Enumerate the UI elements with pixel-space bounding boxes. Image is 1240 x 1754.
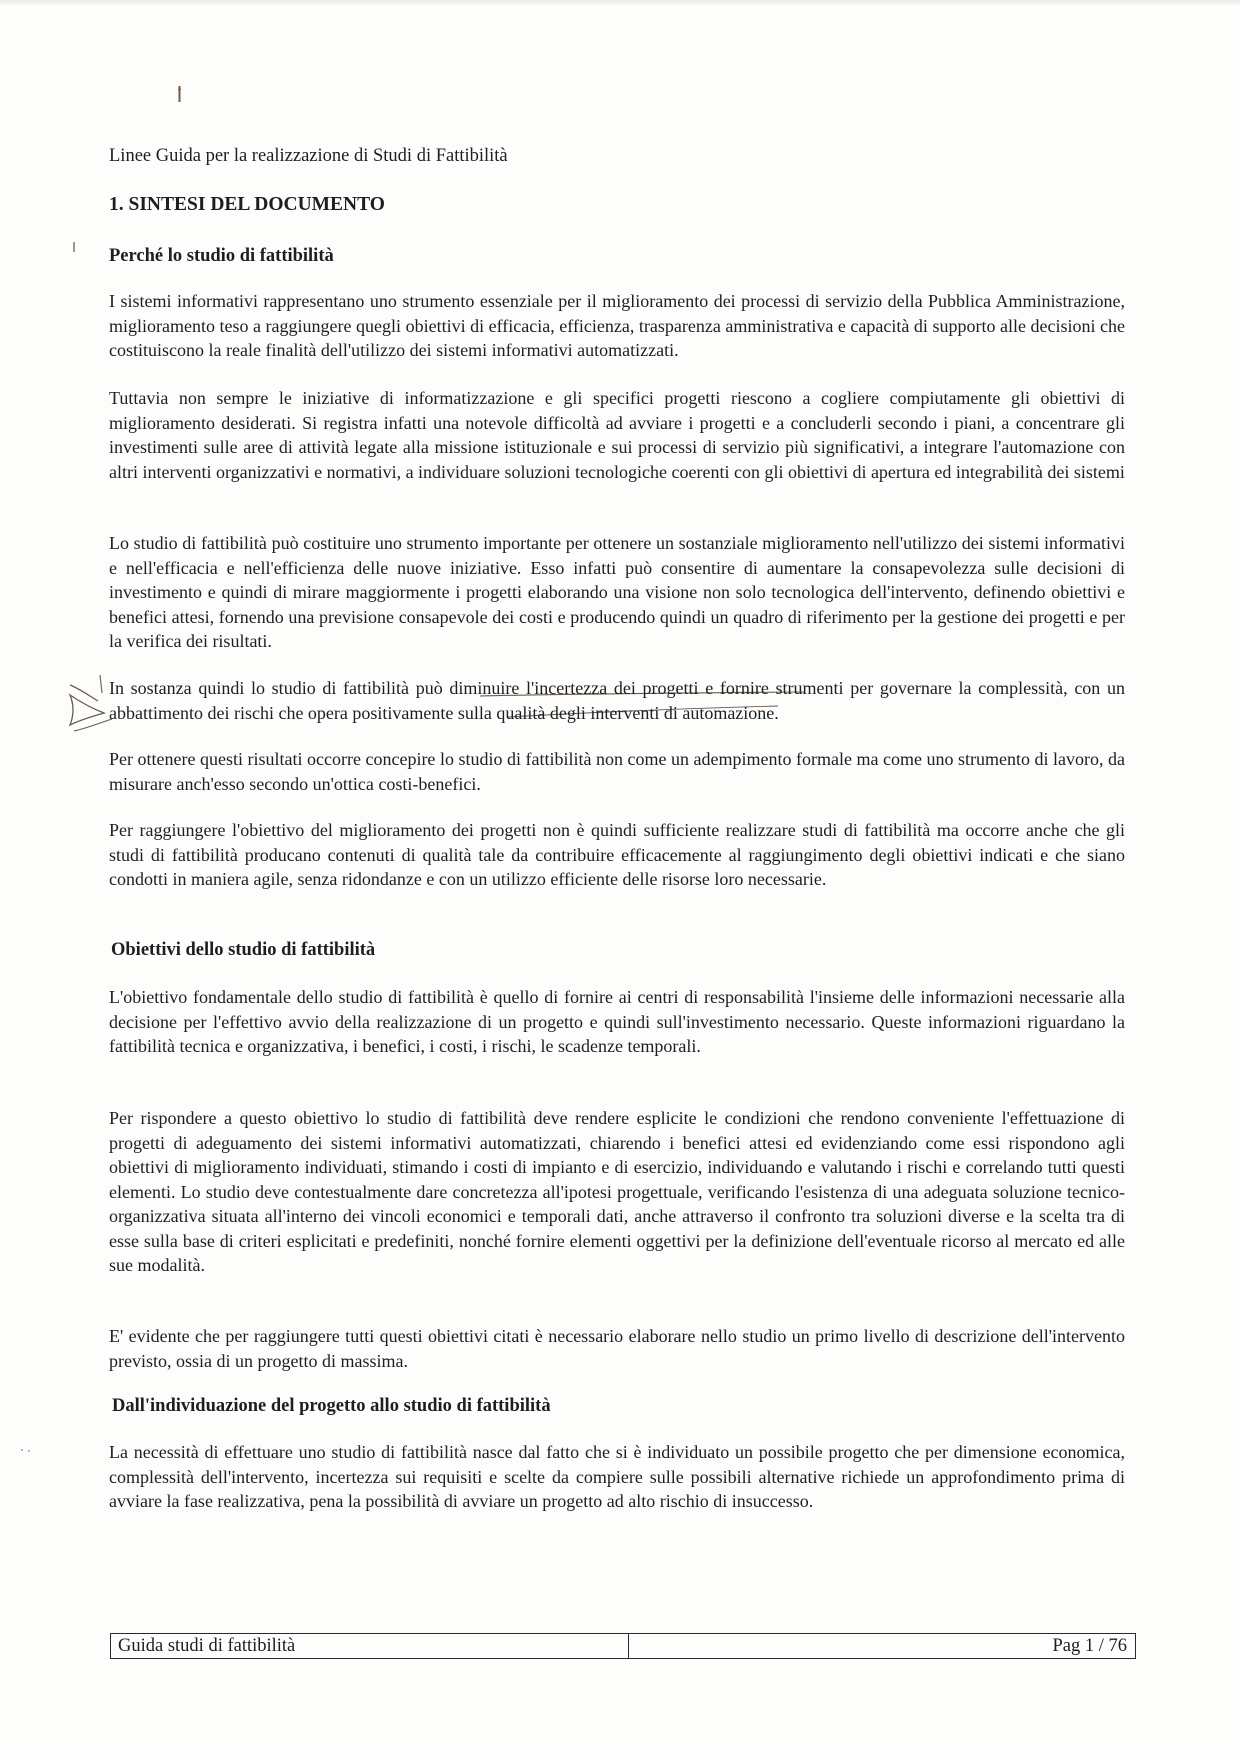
page-footer: [110, 1633, 1136, 1659]
footer-document-title: Guida studi di fattibilità: [111, 1634, 629, 1658]
arrow-pointer-icon: [68, 673, 114, 737]
document-header-title: Linee Guida per la realizzazione di Studi di Fattibilità: [109, 146, 508, 166]
paragraph: I sistemi informativi rappresentano uno strumento essenziale per il miglioramento dei processi di servizio della Pubblica Amministrazione, miglioramento teso a raggiungere quegli obiettivi di efficacia, efficienza, trasparenza amministrativa e capacità di supporto alle decisioni che costituiscono la reale finalità dell'utilizzo dei sistemi informativi automatizzati.: [109, 291, 1125, 360]
section-heading: 1. SINTESI DEL DOCUMENTO: [109, 194, 385, 215]
paragraph: Tuttavia non sempre le iniziative di informatizzazione e gli specifici progetti riescono a cogliere compiutamente gli obiettivi di miglioramento desiderati. Si registra infatti una notevole difficoltà ad avviare i progetti e a concluderli secondo i piani, a concentrare gli investimenti sulle aree di attività legate alla missione istituzionale e sui processi di servizio più significativi, a integrare l'automazione con altri interventi organizzativi e normativi, a individuare soluzioni tecnologiche coerenti con gli obiettivi di apertura ed integrabilità dei sistemi: [109, 388, 1125, 482]
footer-spacer: [629, 1634, 1007, 1658]
page-number: Pag 1 / 76: [1052, 1636, 1127, 1656]
paragraph: In sostanza quindi lo studio di fattibilità può diminuire l'incertezza dei progetti e fornire strumenti per governare la complessità, con un abbattimento dei rischi che opera positivamente sulla qualità degli interventi di automazione.: [109, 678, 1125, 723]
paragraph: E' evidente che per raggiungere tutti questi obiettivi citati è necessario elaborare nello studio un primo livello di descrizione dell'intervento previsto, ossia di un progetto di massima.: [109, 1326, 1125, 1371]
paragraph: Per ottenere questi risultati occorre concepire lo studio di fattibilità non come un adempimento formale ma come uno strumento di lavoro, da misurare anch'esso secondo un'ottica costi-benefici.: [109, 749, 1125, 794]
pen-tick-mark: [178, 86, 181, 102]
subsection-heading: Obiettivi dello studio di fattibilità: [111, 940, 376, 960]
scan-edge: [0, 0, 1240, 6]
paragraph: Lo studio di fattibilità può costituire uno strumento importante per ottenere un sostanziale miglioramento nell'utilizzo dei sistemi informativi e nell'efficacia e nell'efficienza delle nuove iniziative. Esso infatti può consentire di aumentare la consapevolezza sulle decisioni di investimento e quindi di mirare maggiormente i progetti elaborando una visione non solo tecnologica dell'intervento, definendo obiettivi e benefici attesi, fornendo una previsione consapevole dei costi e producendo quindi un quadro di riferimento per la gestione dei progetti e per la verifica dei risultati.: [109, 533, 1125, 651]
paragraph: Per rispondere a questo obiettivo lo studio di fattibilità deve rendere esplicite le condizioni che rendono conveniente l'effettuazione di progetti di adeguamento dei sistemi informativi automatizzati, chiarendo i benefici attesi ed evidenziando come essi rispondono agli obiettivi di miglioramento individuati, stimando i costi di impianto e di esercizio, individuando e valutando i rischi e correlando tutti questi elementi. Lo studio deve contestualmente dare concretezza all'ipotesi progettuale, verificando l'esistenza di una adeguata soluzione tecnico-organizzativa situata all'interno dei vincoli economici e temporali dati, anche attraverso il confronto tra soluzioni diverse e la scelta tra di esse sulla base di criteri esplicitati e predefiniti, nonché fornire elementi oggettivi per la definizione dell'eventuale ricorso al mercato ed alle sue modalità.: [109, 1108, 1125, 1275]
scan-dots-mark: [20, 1447, 34, 1453]
paragraph: L'obiettivo fondamentale dello studio di fattibilità è quello di fornire ai centri di responsabilità l'insieme delle informazioni necessarie alla decisione per l'effettivo avvio della realizzazione di un progetto e quindi sull'investimento necessario. Queste informazioni riguardano la fattibilità tecnica e organizzativa, i benefici, i costi, i rischi, le scadenze temporali.: [109, 987, 1125, 1056]
pen-dot-mark: [73, 242, 75, 252]
subsection-heading: Perché lo studio di fattibilità: [109, 246, 334, 266]
paragraph: La necessità di effettuare uno studio di fattibilità nasce dal fatto che si è individuato un possibile progetto che per dimensione economica, complessità dell'intervento, incertezza sui requisiti e scelte da compiere sulle possibili alternative richiede un approfondimento prima di avviare la fase realizzativa, pena la possibilità di avviare un progetto ad alto rischio di insuccesso.: [109, 1442, 1125, 1511]
paragraph: Per raggiungere l'obiettivo del miglioramento dei progetti non è quindi sufficiente realizzare studi di fattibilità ma occorre anche che gli studi di fattibilità producano contenuti di qualità tale da contribuire efficacemente al raggiungimento degli obiettivi indicati e che siano condotti in maniera agile, senza ridondanze e con un utilizzo efficiente delle risorse loro necessarie.: [109, 820, 1125, 889]
subsection-heading: Dall'individuazione del progetto allo studio di fattibilità: [112, 1396, 551, 1416]
